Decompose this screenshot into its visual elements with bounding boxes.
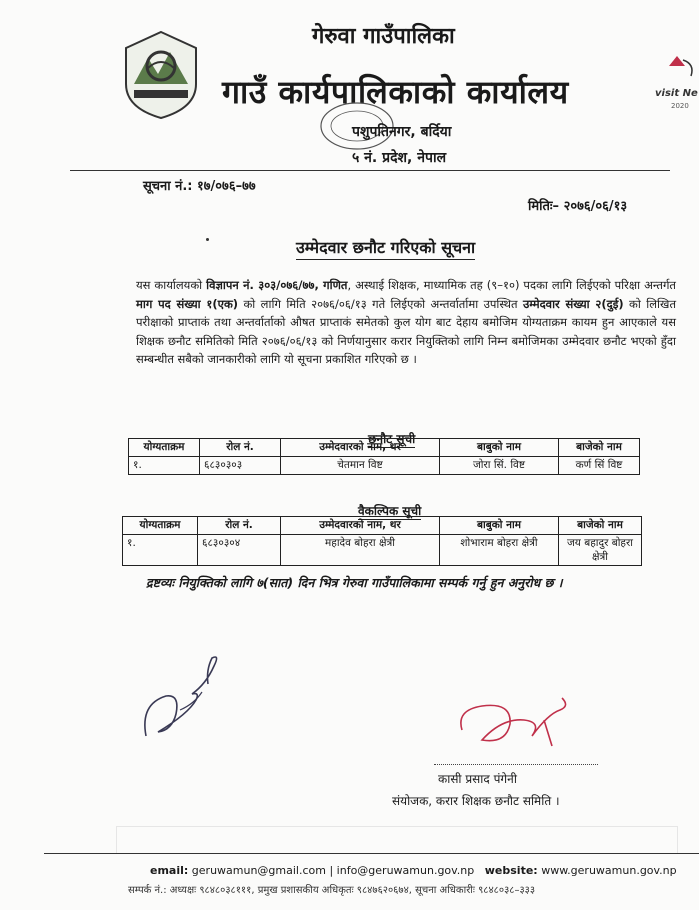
header-divider (70, 170, 670, 171)
visit-logo-year: 2020 (671, 102, 689, 110)
body-text-1: यस कार्यालयको (136, 278, 207, 292)
col-father: बाबुको नाम (440, 517, 559, 535)
notice-date: मितिः– २०७६/०६/१३ (528, 199, 628, 214)
col-candidate: उम्मेदवारको नाम, थर (281, 439, 440, 457)
body-text-4: को लिखित परीक्षाको प्राप्ताकं तथा अन्तर्वार्ताको औषत प्राप्ताकं समेतको कुल योग बाट देहाय बमोजिम योग्यताक्रम कायम हुन आएकाले यस शिक्षक छनौट समितिको मिति २०७६/०६/१३ को निर्णयानुसार करार नियुक्तिको लागि निम्न बमोजिमका उम्मेदवार छनौट भएको हुँदा सम्बन्धीत सबैको जानकारीको लागि यो सूचना प्रकाशित गरिएको छ । (136, 296, 676, 367)
cell-rank: १. (129, 457, 200, 475)
col-candidate: उम्मेदवारको नाम, थर (281, 517, 440, 535)
body-bold-candidates: उम्मेदवार संख्या २(दुई) (522, 296, 624, 311)
cell-rank: १. (123, 535, 198, 566)
alternate-list-caption: वैकल्पिक सूची (358, 504, 422, 518)
col-rank: योग्यताक्रम (129, 439, 200, 457)
body-bold-posts: माग पद संख्या १(एक) (136, 296, 239, 311)
selected-list-caption: छनौट सूची (368, 432, 416, 446)
handwritten-signature-left (136, 644, 232, 748)
office-title: गाउँ कार्यपालिकाको कार्यालय (222, 73, 569, 111)
cell-candidate: महादेव बोहरा क्षेत्री (281, 535, 440, 566)
table-header-row (123, 517, 642, 535)
faint-bleedthrough-box (116, 826, 678, 854)
municipality-name: गेरुवा गाउँपालिका (312, 24, 455, 49)
email-label: email: (150, 864, 189, 877)
body-text-2: , अस्थाई शिक्षक, माध्यामिक तह (९–१०) पदका लागि लिईएको परिक्षा अन्तर्गत (347, 278, 676, 292)
table-row (123, 535, 642, 566)
col-rank: योग्यताक्रम (123, 517, 198, 535)
col-father: बाबुको नाम (440, 439, 559, 457)
col-roll: रोल नं. (200, 439, 281, 457)
body-text-3: को लागि मिति २०७६/०६/१३ गते लिईएको अन्तर्वार्तामा उपस्थित (238, 296, 523, 311)
address-line-1: पशुपतिनगर, बर्दिया (352, 124, 452, 140)
notice-body (136, 276, 676, 369)
notice-number: सूचना नं.: १७/०७६–७७ (143, 179, 256, 194)
table-row (129, 457, 640, 475)
footer-divider (44, 853, 699, 854)
cell-father: जोरा सिं. विष्ट (440, 457, 559, 475)
signature-line (434, 764, 598, 765)
cell-grandfather: कर्ण सिं विष्ट (559, 457, 640, 475)
signatory-name: कासी प्रसाद पंगेनी (438, 772, 517, 786)
signatory-role: संयोजक, करार शिक्षक छनौट समिति । (392, 794, 560, 808)
cell-roll: ६८३०३०३ (200, 457, 281, 475)
cell-father: शोभाराम बोहरा क्षेत्री (440, 535, 559, 566)
cell-roll: ६८३०३०४ (198, 535, 281, 566)
visit-nepal-logo (655, 52, 699, 114)
col-grandfather: बाजेको नाम (559, 439, 640, 457)
col-grandfather: बाजेको नाम (559, 517, 642, 535)
footer-contact: सम्पर्क नं.: अध्यक्षः ९८४८०३८१११, प्रमुख प्रशासकीय अधिकृतः ९८४७६२०६७४, सूचना अधिकारीः ९८४८०३८–३३३ (128, 885, 536, 896)
body-bold-advert: विज्ञापन नं. ३०३/०७६/७७, गणित (206, 278, 348, 292)
ink-speck (206, 238, 209, 241)
table-header-row (129, 439, 640, 457)
col-roll: रोल नं. (198, 517, 281, 535)
email-value: geruwamun@gmail.com | info@geruwamun.gov.np (191, 864, 475, 877)
handwritten-signature-right (452, 690, 576, 754)
footer-email-line (150, 864, 677, 877)
notice-title: उम्मेदवार छनौट गरिएको सूचना (296, 236, 475, 260)
visit-logo-text: visit Ne (655, 88, 698, 99)
cell-grandfather: जय बहादुर बोहरा क्षेत्री (559, 535, 642, 566)
website-value: www.geruwamun.gov.np (541, 864, 677, 877)
selected-list-table (128, 438, 640, 475)
alternate-list-table (122, 516, 642, 566)
emblem-logo (118, 28, 204, 120)
notice-note: द्रष्टव्यः नियुक्तिको लागि ७(सात) दिन भित्र गेरुवा गाउँपालिकामा सम्पर्क गर्नु हुन अनुरोध छ । (146, 575, 563, 590)
address-line-2: ५ नं. प्रदेश, नेपाल (352, 150, 447, 166)
cell-candidate: चेतमान विष्ट (281, 457, 440, 475)
website-label: website: (484, 864, 538, 877)
